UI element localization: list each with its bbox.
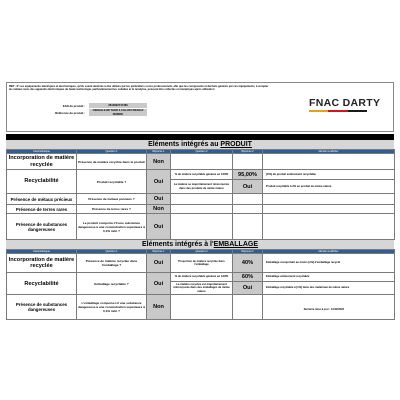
row-question: Produit recyclable ? — [77, 170, 147, 194]
col-header: Réponse 1 — [147, 150, 171, 154]
col-header: Réponse 2 — [233, 150, 263, 154]
row-question: Présence de matière recyclée dans le produit — [77, 154, 147, 170]
table-row — [7, 205, 395, 214]
col-header: Question 1 — [77, 150, 147, 154]
row-question-2: Proportion de matière recyclée dans l'emballage — [171, 254, 233, 273]
col-header: Caractéristique — [7, 250, 77, 254]
row-mention: Produit recyclable à 2% en produit de même nature — [263, 180, 395, 194]
brand-color-1 — [309, 110, 328, 112]
brand-color-3 — [348, 110, 367, 112]
row-label: Présence de substances dangereuses — [7, 214, 77, 240]
row-label: Recyclabilité — [7, 273, 77, 295]
brand-name: FNAC DARTY — [309, 97, 381, 109]
row-answer: Oui — [147, 170, 171, 194]
brand-color-bar — [309, 110, 367, 112]
col-header: Question 2 — [171, 150, 233, 154]
row-question-2: La matière se majoritairement réincorporée dans des produits de même nature — [171, 180, 233, 194]
intro-text: REP - E' Les équipements électriques et électroniques, qu'ils soient destinés à être utilisés par les particuliers ou les professionnels, afin que les composants et déchets générés par ces équipements, à compter les métaux rares des appareils électroniques de haute technologie, particulièrement les cobaltes et le néodyme, puissent être collectés et réemployés après utilisation — [9, 85, 269, 92]
row-answer: Non — [147, 295, 171, 320]
ref-row — [9, 109, 147, 116]
emballage-title-emph: EMBALLAGE — [213, 241, 259, 248]
row-mention: Emballage entièrement recyclable — [263, 273, 395, 282]
table-row — [7, 194, 395, 205]
row-answer: Oui — [147, 254, 171, 273]
row-answer-2: 40% — [233, 254, 263, 273]
row-label: Présence de métaux précieux — [7, 194, 77, 205]
row-question: Le produit comporte-t'il une substance dangereuse à une concentration supérieure à 0,1% m/m ? — [77, 214, 147, 240]
row-question: L'emballage comporte-t-il une substance dangereuse à une concentration supérieure à 0,1% m/m ? — [77, 295, 147, 320]
header-block — [6, 82, 394, 132]
row-question: Présence de terres rares ? — [77, 205, 147, 214]
produit-table — [6, 149, 395, 240]
table-row — [7, 254, 395, 273]
row-label: Incorporation de matière recyclée — [7, 154, 77, 170]
col-header: Caractéristique — [7, 150, 77, 154]
row-mention: [X%] du produit entièrement recyclable — [263, 170, 395, 180]
table-row — [7, 154, 395, 170]
col-header: Réponse 2 — [233, 250, 263, 254]
produit-section-title — [6, 140, 394, 149]
row-label: Présence de substances dangereuses — [7, 295, 77, 320]
row-answer-2: 95,00% — [233, 170, 263, 180]
row-label: Incorporation de matière recyclée — [7, 254, 77, 273]
fnac-darty-logo — [309, 97, 381, 112]
row-answer: Non — [147, 205, 171, 214]
emballage-title-prefix: Eléments intégrés à l' — [141, 241, 214, 248]
col-header: Mention à afficher — [263, 250, 395, 254]
table-row — [7, 214, 395, 240]
last-updated: Dernière mise à jour : 10/12/2023 — [303, 308, 344, 311]
row-question-2: % de matière recyclable générée en ACPE — [171, 170, 233, 180]
row-answer: Oui — [147, 214, 171, 240]
row-question: Présence de métaux précieux ? — [77, 194, 147, 205]
col-header: Mention à afficher — [263, 150, 395, 154]
ean-value: 3610893747480 — [89, 103, 147, 108]
ref-value: OEKEHLKHR THOR 3 COLOR FRENCH/ NORDIC — [89, 109, 147, 116]
row-label: Recyclabilité — [7, 170, 77, 194]
ref-label: Référence du produit : — [55, 110, 85, 115]
row-answer: Oui — [147, 273, 171, 295]
row-answer-2: 60% — [233, 273, 263, 282]
col-header: Réponse 1 — [147, 250, 171, 254]
brand-color-2 — [328, 110, 347, 112]
row-label: Présence de terres rares — [7, 205, 77, 214]
row-mention: Emballage comportant au moins [x%] d'emballage recyclé — [263, 254, 395, 273]
col-header: Question 1 — [77, 250, 147, 254]
table-row — [7, 273, 395, 282]
row-answer: Non — [147, 154, 171, 170]
ean-label: EAN du produit : — [62, 103, 85, 108]
declaration-sheet — [6, 82, 394, 320]
produit-title-emph: PRODUIT — [220, 141, 252, 148]
emballage-section-title — [6, 240, 394, 249]
row-answer: Oui — [147, 194, 171, 205]
row-answer-2: Oui — [233, 180, 263, 194]
row-question: Emballage recyclable ? — [77, 273, 147, 295]
table-row — [7, 170, 395, 180]
row-question-2: La matière recyclée est majoritairement réincorporée dans des emballages de même nature — [171, 282, 233, 295]
row-mention: Emballage recyclable à [x%] dans des matériaux de même nature — [263, 282, 395, 295]
row-question: Présence de matière recyclée dans l'emballage ? — [77, 254, 147, 273]
row-answer-2: Oui — [233, 282, 263, 295]
col-header: Question 2 — [171, 250, 233, 254]
produit-title-prefix: Eléments intégrés au — [148, 141, 221, 148]
row-question-2: % de matière recyclable générée en ACPE — [171, 273, 233, 282]
ean-row — [9, 103, 147, 108]
